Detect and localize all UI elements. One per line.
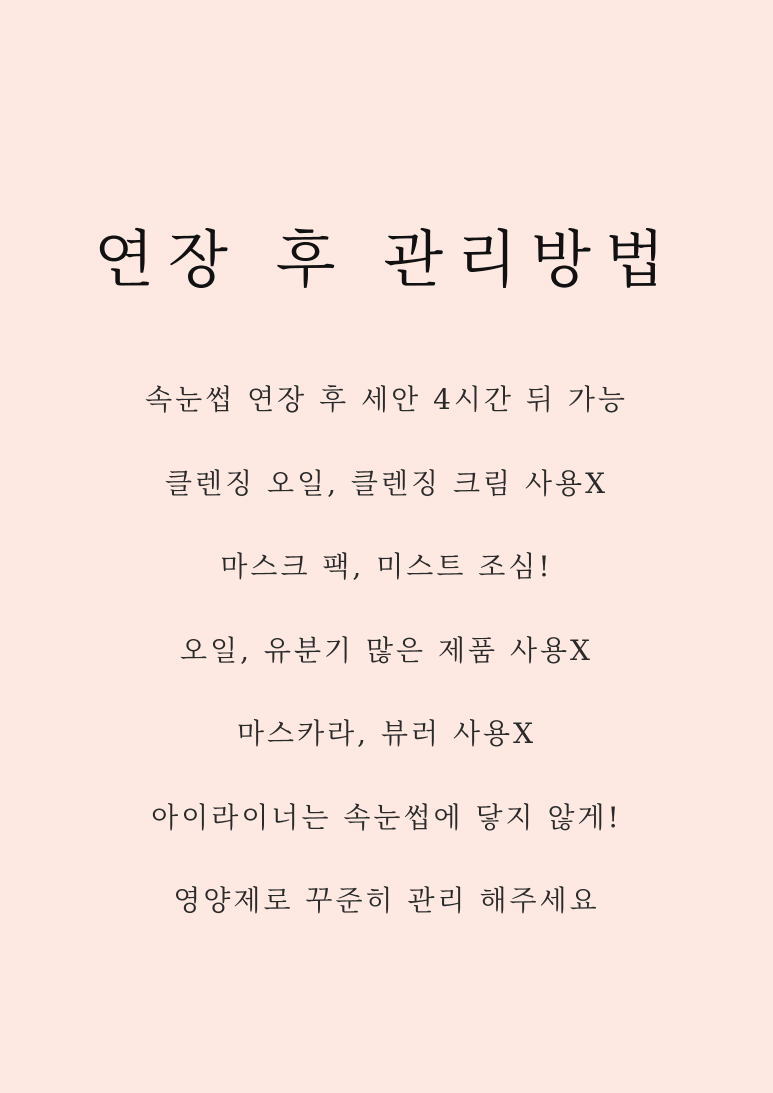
page-title: 연장 후 관리방법 [94, 222, 679, 296]
care-tip-item: 마스카라, 뷰러 사용X [236, 717, 537, 750]
care-tip-item: 오일, 유분기 많은 제품 사용X [180, 633, 593, 667]
care-tip-item: 속눈썹 연장 후 세안 4시간 뒤 가능 [145, 383, 628, 416]
care-tip-item: 마스크 팩, 미스트 조심! [220, 550, 553, 583]
care-tip-item: 아이라이너는 속눈썹에 닿지 않게! [151, 800, 622, 834]
care-tip-item: 클렌징 오일, 클렌징 크림 사용X [164, 466, 608, 500]
care-tip-item: 영양제로 꾸준히 관리 해주세요 [173, 884, 600, 917]
care-tips-list [0, 372, 773, 957]
